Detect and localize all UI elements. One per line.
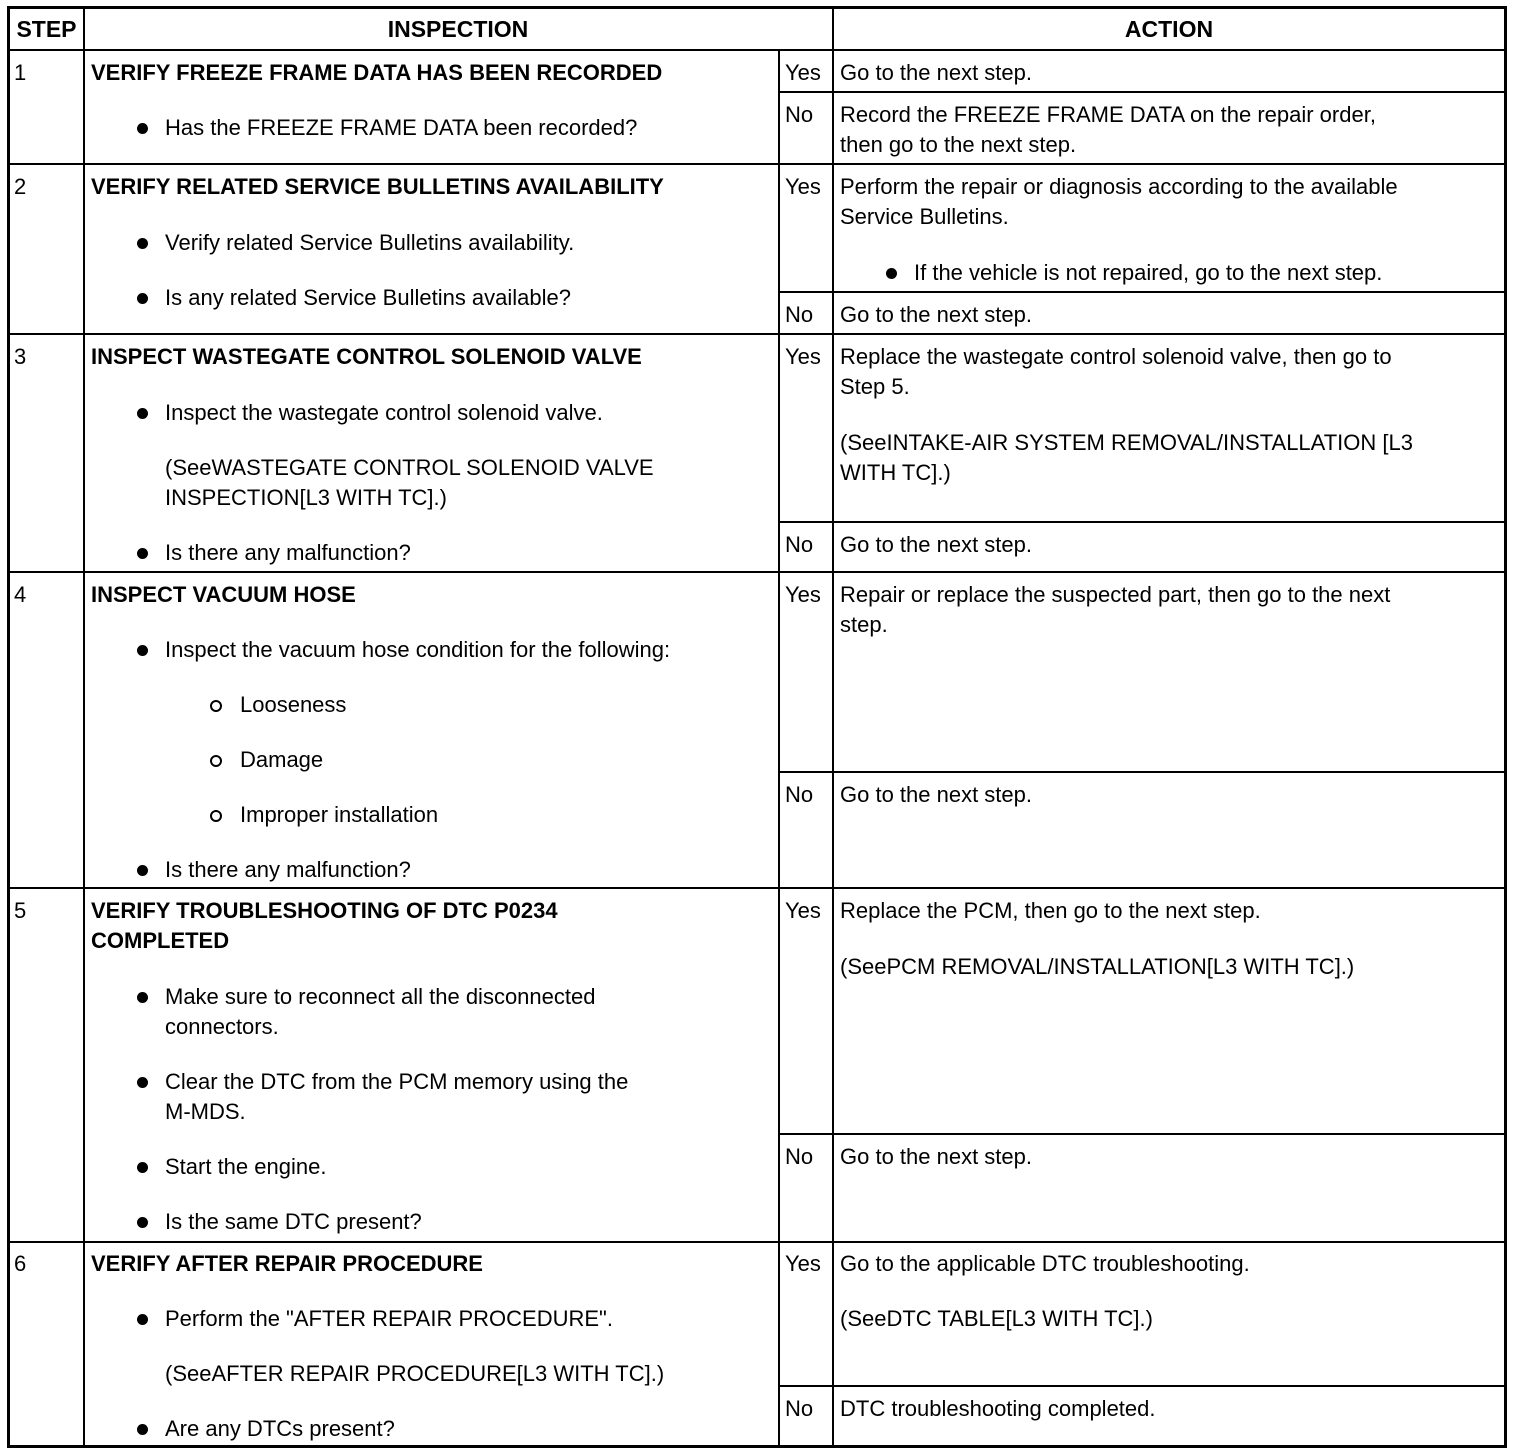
yes-action: Replace the PCM, then go to the next step.: [840, 898, 1261, 923]
bullet-icon: [137, 1314, 148, 1325]
inspection-item: Inspect the vacuum hose condition for the following:: [165, 637, 671, 662]
inspection-item: Make sure to reconnect all the disconnected: [165, 984, 596, 1009]
bullet-icon: [137, 293, 148, 304]
yes-label: Yes: [785, 898, 821, 923]
bullet-icon: [137, 645, 148, 656]
inspection-subitem: Looseness: [240, 692, 347, 717]
inspection-subitem: Improper installation: [240, 802, 439, 827]
inspection-item: Is there any malfunction?: [165, 540, 411, 565]
sub-bullet-icon: [210, 700, 222, 712]
step-title: COMPLETED: [91, 928, 230, 953]
no-action: Go to the next step.: [840, 782, 1033, 807]
step-title: VERIFY TROUBLESHOOTING OF DTC P0234: [91, 898, 558, 923]
reference-link[interactable]: (SeeDTC TABLE[L3 WITH TC].): [840, 1306, 1153, 1331]
reference-link[interactable]: (SeeINTAKE-AIR SYSTEM REMOVAL/INSTALLATION [L3: [840, 430, 1413, 455]
no-label: No: [785, 782, 814, 807]
no-action: Go to the next step.: [840, 532, 1033, 557]
inspection-item: Verify related Service Bulletins availability.: [165, 230, 575, 255]
no-action: Go to the next step.: [840, 1144, 1033, 1169]
sub-bullet-icon: [210, 755, 222, 767]
step-number: 4: [14, 582, 27, 607]
yes-label: Yes: [785, 174, 821, 199]
column-divider: [832, 9, 834, 1445]
no-label: No: [785, 102, 814, 127]
row-divider: [10, 163, 1504, 165]
inspection-item: Has the FREEZE FRAME DATA been recorded?: [165, 115, 638, 140]
inspection-item: Is any related Service Bulletins available?: [165, 285, 572, 310]
step-number: 3: [14, 344, 27, 369]
bullet-icon: [137, 1077, 148, 1088]
yes-label: Yes: [785, 1251, 821, 1276]
bullet-icon: [137, 123, 148, 134]
bullet-icon: [137, 238, 148, 249]
row-divider: [10, 887, 1504, 889]
yes-action: Replace the wastegate control solenoid valve, then go to: [840, 344, 1392, 369]
row-divider: [10, 49, 1504, 51]
no-label: No: [785, 302, 814, 327]
yes-action: Go to the next step.: [840, 60, 1033, 85]
header-action: ACTION: [1124, 16, 1214, 42]
step-title: VERIFY RELATED SERVICE BULLETINS AVAILABILITY: [91, 174, 664, 199]
header-step: STEP: [16, 16, 77, 42]
column-divider: [83, 9, 85, 1445]
inspection-item: Clear the DTC from the PCM memory using the: [165, 1069, 629, 1094]
step-number: 1: [14, 60, 27, 85]
yes-no-divider: [778, 291, 1504, 293]
step-number: 2: [14, 174, 27, 199]
yes-action: Repair or replace the suspected part, then go to the next: [840, 582, 1391, 607]
bullet-icon: [137, 992, 148, 1003]
yes-no-divider: [778, 1133, 1504, 1135]
no-label: No: [785, 532, 814, 557]
yes-no-divider: [778, 91, 1504, 93]
row-divider: [10, 571, 1504, 573]
yes-label: Yes: [785, 344, 821, 369]
inspection-item: Are any DTCs present?: [165, 1416, 395, 1441]
inspection-item: Is the same DTC present?: [165, 1209, 422, 1234]
bullet-icon: [137, 1424, 148, 1435]
yes-no-divider: [778, 521, 1504, 523]
yes-action: Perform the repair or diagnosis according to the available: [840, 174, 1398, 199]
bullet-icon: [886, 268, 897, 279]
reference-link[interactable]: (SeePCM REMOVAL/INSTALLATION[L3 WITH TC].): [840, 954, 1355, 979]
reference-link[interactable]: (SeeAFTER REPAIR PROCEDURE[L3 WITH TC].): [165, 1361, 665, 1386]
step-title: VERIFY FREEZE FRAME DATA HAS BEEN RECORDED: [91, 60, 663, 85]
header-inspection: INSPECTION: [387, 16, 529, 42]
bullet-icon: [137, 408, 148, 419]
row-divider: [10, 333, 1504, 335]
inspection-item: Start the engine.: [165, 1154, 327, 1179]
reference-link[interactable]: WITH TC].): [840, 460, 951, 485]
bullet-icon: [137, 548, 148, 559]
yes-label: Yes: [785, 582, 821, 607]
yes-no-divider: [778, 1385, 1504, 1387]
yes-action: Step 5.: [840, 374, 910, 399]
no-action: then go to the next step.: [840, 132, 1077, 157]
reference-link[interactable]: (SeeWASTEGATE CONTROL SOLENOID VALVE: [165, 455, 654, 480]
bullet-icon: [137, 1217, 148, 1228]
yes-no-divider: [778, 771, 1504, 773]
step-title: INSPECT VACUUM HOSE: [91, 582, 356, 607]
no-label: No: [785, 1144, 814, 1169]
no-action: Record the FREEZE FRAME DATA on the repair order,: [840, 102, 1376, 127]
bullet-icon: [137, 1162, 148, 1173]
inspection-item: M-MDS.: [165, 1099, 246, 1124]
row-divider: [10, 1241, 1504, 1243]
yes-action: step.: [840, 612, 888, 637]
yes-action: Service Bulletins.: [840, 204, 1009, 229]
yes-label: Yes: [785, 60, 821, 85]
step-title: VERIFY AFTER REPAIR PROCEDURE: [91, 1251, 483, 1276]
step-title: INSPECT WASTEGATE CONTROL SOLENOID VALVE: [91, 344, 642, 369]
no-action: DTC troubleshooting completed.: [840, 1396, 1156, 1421]
no-label: No: [785, 1396, 814, 1421]
troubleshooting-table: [7, 6, 1507, 1448]
no-action: Go to the next step.: [840, 302, 1033, 327]
sub-bullet-icon: [210, 810, 222, 822]
step-number: 6: [14, 1251, 27, 1276]
inspection-item: connectors.: [165, 1014, 279, 1039]
inspection-item: Is there any malfunction?: [165, 857, 411, 882]
yes-action: Go to the applicable DTC troubleshooting.: [840, 1251, 1250, 1276]
inspection-item: Inspect the wastegate control solenoid valve.: [165, 400, 603, 425]
column-divider: [778, 49, 780, 1445]
yes-action-bullet: If the vehicle is not repaired, go to the next step.: [914, 260, 1383, 285]
bullet-icon: [137, 865, 148, 876]
inspection-subitem: Damage: [240, 747, 324, 772]
reference-link[interactable]: INSPECTION[L3 WITH TC].): [165, 485, 447, 510]
step-number: 5: [14, 898, 27, 923]
inspection-item: Perform the "AFTER REPAIR PROCEDURE".: [165, 1306, 613, 1331]
